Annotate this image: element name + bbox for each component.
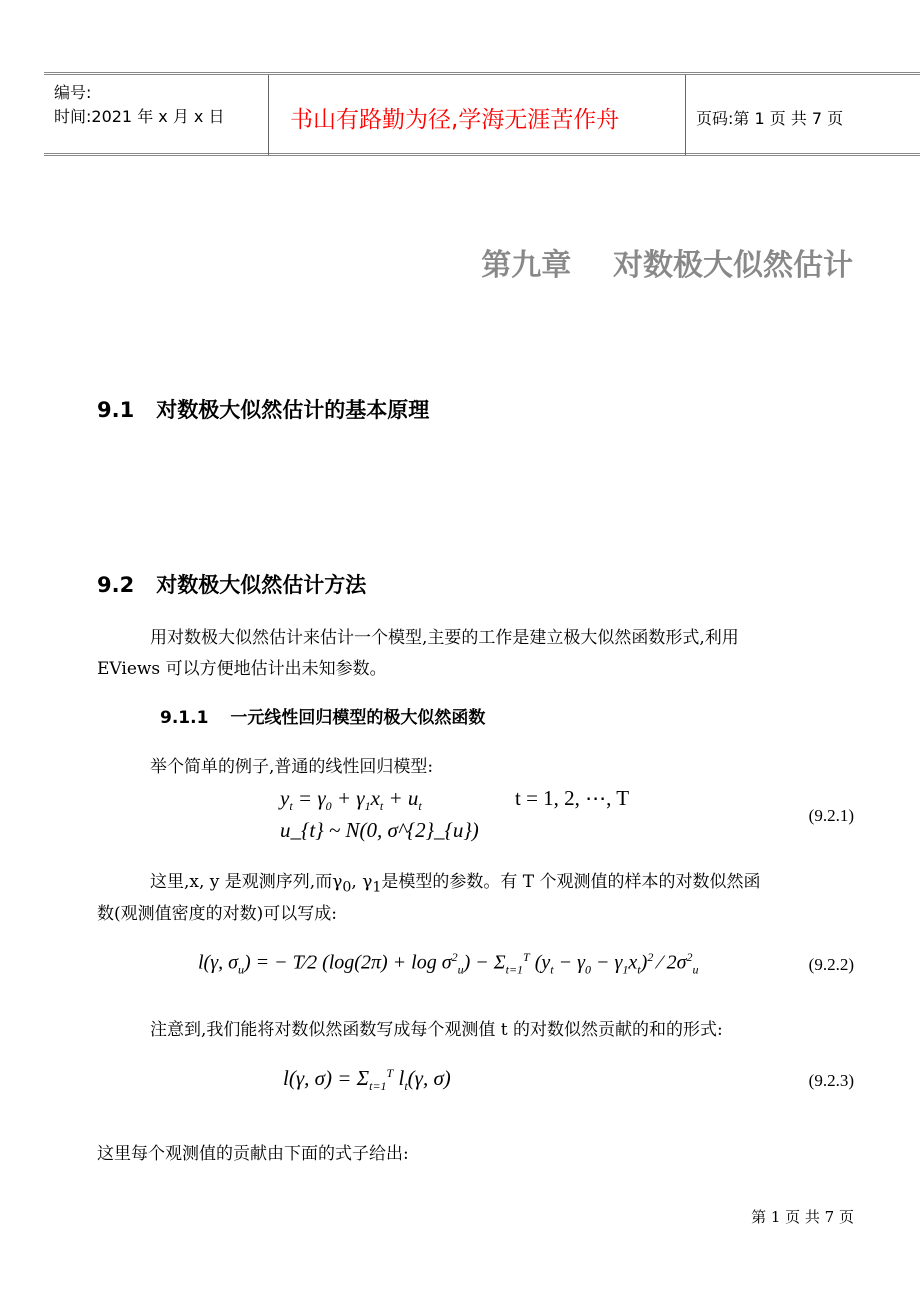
header-divider [268,75,269,155]
equation-error-distribution: u_{t} ~ N(0, σ^{2}_{u}) [280,818,479,842]
section-number: 9.1 [97,398,135,422]
paragraph: 注意到,我们能将对数似然函数写成每个观测值 t 的对数似然贡献的和的形式: [150,1020,723,1040]
equation-range: t = 1, 2, ⋯, T [515,786,630,810]
section-9-2-heading [97,569,366,599]
header-bottom-rule [44,153,920,156]
section-title: 对数极大似然估计方法 [156,573,367,597]
section-number: 9.2 [97,573,135,597]
page-label: 页码:第 1 页 共 7 页 [696,109,844,128]
section-9-1-heading [97,394,429,424]
chapter-title: 第九章 对数极大似然估计 [481,248,853,283]
paragraph: 这里每个观测值的贡献由下面的式子给出: [97,1144,409,1164]
paragraph: 数(观测值密度的对数)可以写成: [97,904,337,924]
equation-number: (9.2.3) [808,1071,854,1090]
subsection-title: 一元线性回归模型的极大似然函数 [230,708,486,728]
date-label: 时间:2021 年 x 月 x 日 [54,107,225,126]
equation-sum: l(γ, $\sigma) = \Sigma_{t=1}^T$ $l_t(\gamma$, σ) [283,1066,451,1094]
document-number-label: 编号: [54,83,92,102]
paragraph: 这里,x, y 是观测序列,而$\gamma_0$, $\gamma_1$是模型的参数。有 T 个观测值的样本的对数似然函 [150,872,761,896]
equation-number: (9.2.2) [808,955,854,974]
header-divider [685,75,686,155]
subsection-number: 9.1.1 [160,708,209,728]
header-top-rule [44,72,920,75]
equation-line: $y_t = \gamma_0 + \gamma_1x_t + u_t$ [280,786,422,814]
equation-number: (9.2.1) [808,806,854,825]
paragraph: 用对数极大似然估计来估计一个模型,主要的工作是建立极大似然函数形式,利用 [150,628,739,648]
paragraph: EViews 可以方便地估计出未知参数。 [97,659,387,679]
equation-log-likelihood: l(γ, $\sigma_u$) = − T⁄2 $(\log(2\pi) + \log \sigma^2_u) - \Sigma_{t=1}^T$ $(y_t - \gamma_0 - \gamma_1x_t)^2$ ⁄ $2\sigma^2_u$ [198,950,699,977]
section-title: 对数极大似然估计的基本原理 [156,398,430,422]
header-motto: 书山有路勤为径,学海无涯苦作舟 [290,107,620,133]
subsection-heading [160,703,485,728]
paragraph: 举个简单的例子,普通的线性回归模型: [150,757,434,777]
page-footer: 第 1 页 共 7 页 [751,1208,854,1226]
